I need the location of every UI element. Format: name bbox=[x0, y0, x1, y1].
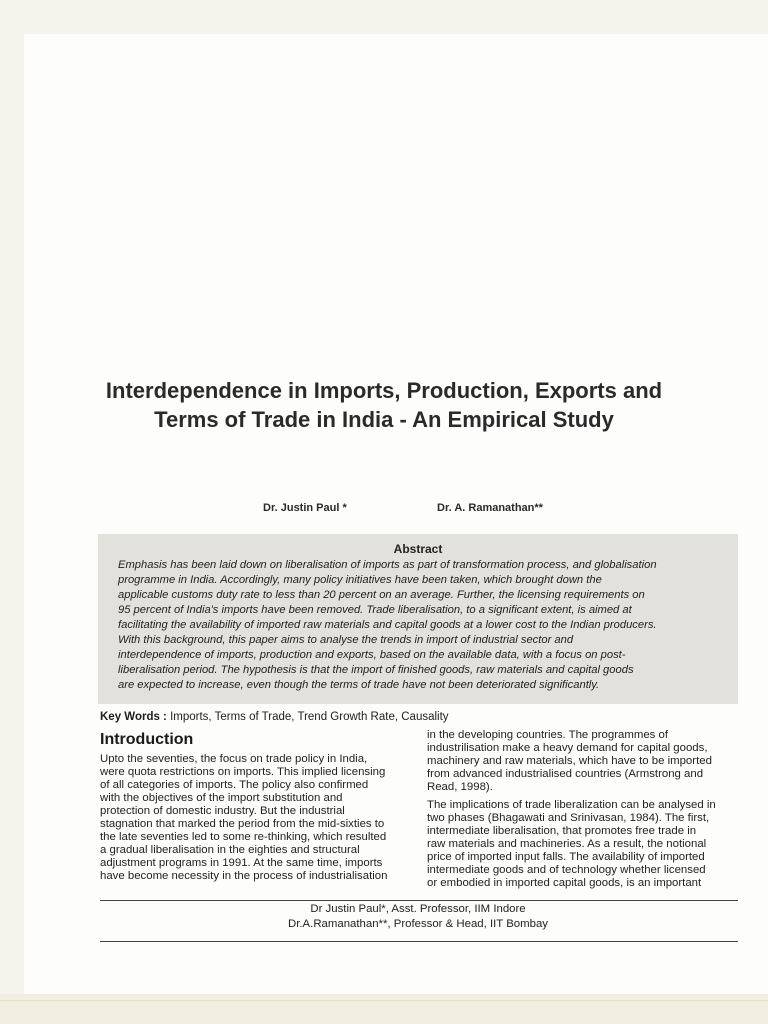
body-line: machinery and raw materials, which have to be imported bbox=[427, 755, 712, 767]
abstract-line: are expected to increase, even though the terms of trade have not been deteriorated significantly. bbox=[118, 679, 600, 691]
body-line: adjustment programs in 1991. At the same time, imports bbox=[100, 857, 383, 869]
abstract-line: Emphasis has been laid down on liberalisation of imports as part of transformation process, and globalisation bbox=[118, 559, 657, 571]
body-line: in the developing countries. The programmes of bbox=[427, 729, 669, 741]
title-line-1: Interdependence in Imports, Production, Exports and bbox=[105, 378, 663, 403]
body-line: The implications of trade liberalization can be analysed in bbox=[427, 799, 716, 811]
body-line: raw materials and machineries. As a result, the notional bbox=[427, 838, 707, 850]
body-line: stagnation that marked the period from the mid-sixties to bbox=[100, 818, 385, 830]
keywords-label: Key Words : bbox=[100, 711, 167, 723]
body-line: protection of domestic industry. But the industrial bbox=[100, 805, 345, 817]
footnote-rule-bottom bbox=[100, 941, 738, 942]
title-line-2: Terms of Trade in India - An Empirical Study bbox=[154, 407, 614, 432]
body-line: were quota restrictions on imports. This implied licensing bbox=[100, 766, 386, 778]
body-line: two phases (Bhagawati and Srinivasan, 1984). The first, bbox=[427, 812, 710, 824]
body-line: have become necessity in the process of industrialisation bbox=[100, 870, 388, 882]
body-line: or embodied in imported capital goods, is an important bbox=[427, 877, 702, 889]
introduction-heading: Introduction bbox=[100, 731, 194, 748]
body-line: industrilisation make a heavy demand for capital goods, bbox=[427, 742, 708, 754]
body-line: intermediate goods and of technology whether licensed bbox=[427, 864, 706, 876]
abstract-line: With this background, this paper aims to analyse the trends in import of industrial sector and bbox=[118, 634, 574, 646]
body-line: with the objectives of the import substitution and bbox=[100, 792, 343, 804]
keywords bbox=[100, 711, 449, 723]
abstract-line: 95 percent of India's imports have been removed. Trade liberalisation, to a significant extent, is aimed at bbox=[118, 604, 632, 616]
footnote-author-2: Dr.A.Ramanathan**, Professor & Head, IIT Bombay bbox=[288, 918, 548, 930]
body-line: Read, 1998). bbox=[427, 781, 493, 793]
abstract-line: interdependence of imports, production and exports, based on the available data, with a focus on post- bbox=[118, 649, 626, 661]
abstract-line: liberalisation period. The hypothesis is that the import of finished goods, raw materials and capital goods bbox=[118, 664, 634, 676]
keywords-text: Imports, Terms of Trade, Trend Growth Rate, Causality bbox=[166, 711, 449, 723]
abstract-line: programme in India. Accordingly, many policy initiatives have been taken, which brought down the bbox=[118, 574, 602, 586]
footnote-author-1: Dr Justin Paul*, Asst. Professor, IIM Indore bbox=[310, 903, 526, 915]
body-line: Upto the seventies, the focus on trade policy in India, bbox=[100, 753, 368, 765]
abstract-line: facilitating the availability of imported raw materials and capital goods at a lower cost to the Indian producers. bbox=[118, 619, 657, 631]
author-2: Dr. A. Ramanathan** bbox=[437, 502, 543, 514]
body-line: from advanced industrialised countries (Armstrong and bbox=[427, 768, 704, 780]
paper-title bbox=[40, 376, 728, 434]
scan-edge-line bbox=[0, 1000, 768, 1001]
body-line: a gradual liberalisation in the eighties and structural bbox=[100, 844, 360, 856]
body-line: intermediate liberalisation, that promotes free trade in bbox=[427, 825, 697, 837]
author-1: Dr. Justin Paul * bbox=[263, 502, 347, 514]
footnote-rule-top bbox=[100, 900, 738, 901]
body-line: price of imported input falls. The availability of imported bbox=[427, 851, 705, 863]
scan-edge bbox=[0, 994, 768, 1024]
abstract-line: applicable customs duty rate to less than 20 percent on an average. Further, the licensing requirements on bbox=[118, 589, 645, 601]
abstract-heading: Abstract bbox=[393, 542, 443, 556]
body-line: of all categories of imports. The policy also confirmed bbox=[100, 779, 369, 791]
body-line: the late seventies led to some re-thinking, which resulted bbox=[100, 831, 387, 843]
